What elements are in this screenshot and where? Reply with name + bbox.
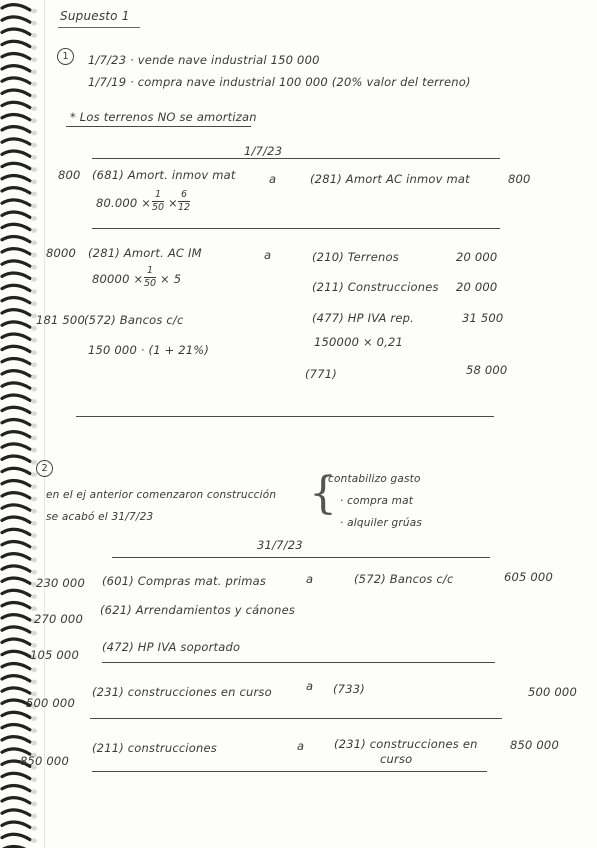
spiral-coil	[2, 737, 30, 742]
entry-a-credit-account: (281) Amort AC inmov mat	[310, 172, 470, 186]
r1-credit-amount: 605 000	[504, 570, 553, 584]
r5-credit-amount: 850 000	[510, 738, 559, 752]
spiral-coil	[2, 773, 30, 778]
brace: {	[309, 468, 337, 519]
spiral-coil	[2, 688, 30, 693]
spiral-coil	[2, 590, 30, 595]
spiral-coil	[2, 432, 30, 437]
date-rule-1	[92, 158, 500, 159]
spiral-coil	[2, 53, 30, 58]
binding-hole	[31, 533, 37, 538]
binding-hole	[31, 436, 37, 441]
binding-hole	[31, 838, 37, 843]
r5-rule	[92, 771, 487, 772]
entry-b-credit-1-amount: 20 000	[456, 250, 498, 264]
spiral-coil	[2, 29, 30, 34]
entry-a-debit-account: (681) Amort. inmov mat	[92, 168, 236, 182]
r1-account: (601) Compras mat. primas	[102, 574, 267, 588]
r1-separator: a	[306, 572, 314, 586]
binding-hole	[31, 423, 37, 428]
spiral-coil	[2, 810, 30, 815]
s1-note: * Los terrenos NO se amortizan	[70, 110, 257, 124]
binding-hole	[31, 301, 37, 306]
binding-hole	[31, 216, 37, 221]
spiral-coil	[2, 798, 30, 803]
spiral-coil	[2, 17, 30, 22]
binding-hole	[31, 497, 37, 502]
binding-hole	[31, 545, 37, 550]
entry-b-calc: 80000 ×	[92, 272, 144, 286]
spiral-coil	[2, 541, 30, 546]
entry-b-credit-3-account: (477) HP IVA rep.	[312, 311, 414, 325]
binding-hole	[31, 826, 37, 831]
binding-hole	[31, 45, 37, 50]
page-title: Supuesto 1	[60, 9, 130, 23]
s1-date: 1/7/23	[244, 144, 283, 158]
r5-account: (211) construcciones	[92, 741, 217, 755]
binding-hole	[31, 716, 37, 721]
spiral-coil	[2, 651, 30, 656]
spiral-coil	[2, 78, 30, 83]
binding-hole	[31, 155, 37, 160]
entry-a-rule	[92, 228, 500, 229]
entry-a-calc: 80.000 ×	[96, 196, 152, 210]
spiral-coil	[2, 139, 30, 144]
spiral-coil	[2, 517, 30, 522]
binding-hole	[31, 472, 37, 477]
binding-hole	[31, 179, 37, 184]
date-rule-2	[112, 557, 490, 558]
binding-hole	[31, 338, 37, 343]
s1-line-1: 1/7/23 · vende nave industrial 150 000	[88, 53, 320, 67]
spiral-coil	[2, 127, 30, 132]
fraction-1-50-b: 1 50	[144, 265, 157, 289]
spiral-coil	[2, 358, 30, 363]
r5-credit-account-2: curso	[380, 752, 413, 766]
binding-hole	[31, 277, 37, 282]
binding-hole	[31, 228, 37, 233]
binding-hole	[31, 570, 37, 575]
spiral-coil	[2, 785, 30, 790]
binding-hole	[31, 265, 37, 270]
binding-hole	[31, 814, 37, 819]
spiral-coil	[2, 236, 30, 241]
spiral-coil	[2, 822, 30, 827]
spiral-coil	[2, 175, 30, 180]
entry-b-rule	[76, 416, 494, 417]
r4-account: (231) construcciones en curso	[92, 685, 272, 699]
binding-hole	[31, 362, 37, 367]
entry-a-separator: a	[269, 172, 277, 186]
spiral-coil	[2, 200, 30, 205]
binding-hole	[31, 741, 37, 746]
spiral-coil	[2, 712, 30, 717]
s2-side-3: · alquiler grúas	[340, 517, 423, 529]
entry-b-credit-3-amount: 31 500	[462, 311, 504, 325]
spiral-coil	[2, 529, 30, 534]
binding-hole	[31, 9, 37, 14]
spiral-coil	[2, 456, 30, 461]
r4-credit-account: (733)	[333, 682, 365, 696]
r4-separator: a	[306, 679, 314, 693]
spiral-coil	[2, 371, 30, 376]
note-underline	[66, 126, 251, 127]
times-sign: ×	[168, 196, 178, 210]
binding-hole	[31, 399, 37, 404]
binding-hole	[31, 70, 37, 75]
s2-line-2: se acabó el 31/7/23	[46, 511, 154, 523]
binding-hole	[31, 131, 37, 136]
spiral-coil	[2, 102, 30, 107]
r3-rule	[102, 662, 495, 663]
entry-b-credit-2-account: (211) Construcciones	[312, 280, 439, 294]
spiral-coil	[2, 188, 30, 193]
r3-account: (472) HP IVA soportado	[102, 640, 241, 654]
binding-hole	[31, 106, 37, 111]
spiral-binding	[0, 0, 44, 848]
spiral-coil	[2, 5, 30, 10]
spiral-coil	[2, 676, 30, 681]
entry-b-debit-2-account: (572) Bancos c/c	[84, 313, 184, 327]
spiral-coil	[2, 334, 30, 339]
r4-credit-amount: 500 000	[528, 685, 577, 699]
entry-b-debit-amount: 8000	[46, 246, 77, 260]
r1-credit-account: (572) Bancos c/c	[354, 572, 454, 586]
spiral-coil	[2, 395, 30, 400]
spiral-coil	[2, 90, 30, 95]
binding-hole	[31, 667, 37, 672]
binding-hole	[31, 375, 37, 380]
s1-line-2: 1/7/19 · compra nave industrial 100 000 (20% valor del terreno)	[88, 75, 471, 89]
spiral-coil	[2, 151, 30, 156]
binding-hole	[31, 82, 37, 87]
binding-hole	[31, 606, 37, 611]
r5-credit-account-1: (231) construcciones en	[334, 737, 478, 751]
binding-hole	[31, 448, 37, 453]
binding-hole	[31, 789, 37, 794]
r1-amount: 230 000	[36, 576, 85, 590]
spiral-coil	[2, 346, 30, 351]
binding-hole	[31, 21, 37, 26]
binding-hole	[31, 680, 37, 685]
spiral-coil	[2, 419, 30, 424]
spiral-coil	[2, 261, 30, 266]
spiral-coil	[2, 834, 30, 839]
r2-account: (621) Arrendamientos y cánones	[100, 603, 296, 617]
entry-b-debit-2-calc: 150 000 · (1 + 21%)	[88, 343, 210, 357]
binding-hole	[31, 240, 37, 245]
section-number-1: 1	[57, 48, 74, 65]
binding-hole	[31, 289, 37, 294]
spiral-coil	[2, 468, 30, 473]
spiral-coil	[2, 41, 30, 46]
spiral-coil	[2, 297, 30, 302]
title-underline	[58, 27, 140, 28]
r3-amount: 105 000	[30, 648, 79, 662]
s2-date: 31/7/23	[257, 538, 303, 552]
entry-b-separator: a	[264, 248, 272, 262]
binding-hole	[31, 253, 37, 258]
spiral-coil	[2, 444, 30, 449]
entry-b-calc-2: × 5	[160, 272, 182, 286]
spiral-coil	[2, 724, 30, 729]
spiral-coil	[2, 480, 30, 485]
binding-hole	[31, 777, 37, 782]
r2-amount: 270 000	[34, 612, 83, 626]
binding-hole	[31, 631, 37, 636]
fraction-6-12: 6 12	[178, 189, 191, 213]
margin-line	[44, 0, 45, 848]
spiral-coil	[2, 114, 30, 119]
spiral-coil	[2, 554, 30, 559]
binding-hole	[31, 521, 37, 526]
r4-amount: 500 000	[26, 696, 75, 710]
spiral-coil	[2, 66, 30, 71]
entry-b-debit-account: (281) Amort. AC IM	[88, 246, 202, 260]
r5-separator: a	[297, 739, 305, 753]
binding-hole	[31, 802, 37, 807]
entry-b-credit-2-amount: 20 000	[456, 280, 498, 294]
binding-hole	[31, 728, 37, 733]
spiral-coil	[2, 322, 30, 327]
binding-hole	[31, 192, 37, 197]
binding-hole	[31, 94, 37, 99]
spiral-coil	[2, 627, 30, 632]
binding-hole	[31, 484, 37, 489]
r5-amount: 850 000	[20, 754, 69, 768]
spiral-coil	[2, 578, 30, 583]
spiral-coil	[2, 639, 30, 644]
binding-hole	[31, 167, 37, 172]
spiral-coil	[2, 310, 30, 315]
spiral-coil	[2, 407, 30, 412]
binding-hole	[31, 204, 37, 209]
binding-hole	[31, 387, 37, 392]
spiral-coil	[2, 285, 30, 290]
entry-b-debit-2-amount: 181 500	[36, 313, 85, 327]
binding-hole	[31, 594, 37, 599]
s2-side-2: · compra mat	[340, 495, 414, 507]
spiral-coil	[2, 493, 30, 498]
entry-a-credit-amount: 800	[508, 172, 531, 186]
entry-a-debit-amount: 800	[58, 168, 81, 182]
entry-b-credit-3-calc: 150000 × 0,21	[314, 335, 404, 349]
binding-hole	[31, 411, 37, 416]
binding-hole	[31, 118, 37, 123]
section-number-2: 2	[36, 460, 53, 477]
spiral-coil	[2, 249, 30, 254]
s2-line-1: en el ej anterior comenzaron construcción	[46, 489, 277, 501]
entry-b-credit-4-amount: 58 000	[466, 363, 508, 377]
s2-side-1: contabilizo gasto	[328, 473, 421, 485]
r4-rule	[90, 718, 502, 719]
spiral-coil	[2, 383, 30, 388]
spiral-coil	[2, 663, 30, 668]
spiral-coil	[2, 602, 30, 607]
spiral-coil	[2, 615, 30, 620]
binding-hole	[31, 57, 37, 62]
spiral-coil	[2, 505, 30, 510]
spiral-coil	[2, 163, 30, 168]
spiral-coil	[2, 224, 30, 229]
fraction-1-50: 1 50	[152, 189, 165, 213]
spiral-coil	[2, 212, 30, 217]
spiral-coil	[2, 273, 30, 278]
spiral-coil	[2, 566, 30, 571]
binding-hole	[31, 558, 37, 563]
entry-b-credit-4-account: (771)	[305, 367, 337, 381]
binding-hole	[31, 350, 37, 355]
entry-b-credit-1-account: (210) Terrenos	[312, 250, 399, 264]
binding-hole	[31, 143, 37, 148]
binding-hole	[31, 509, 37, 514]
binding-hole	[31, 33, 37, 38]
